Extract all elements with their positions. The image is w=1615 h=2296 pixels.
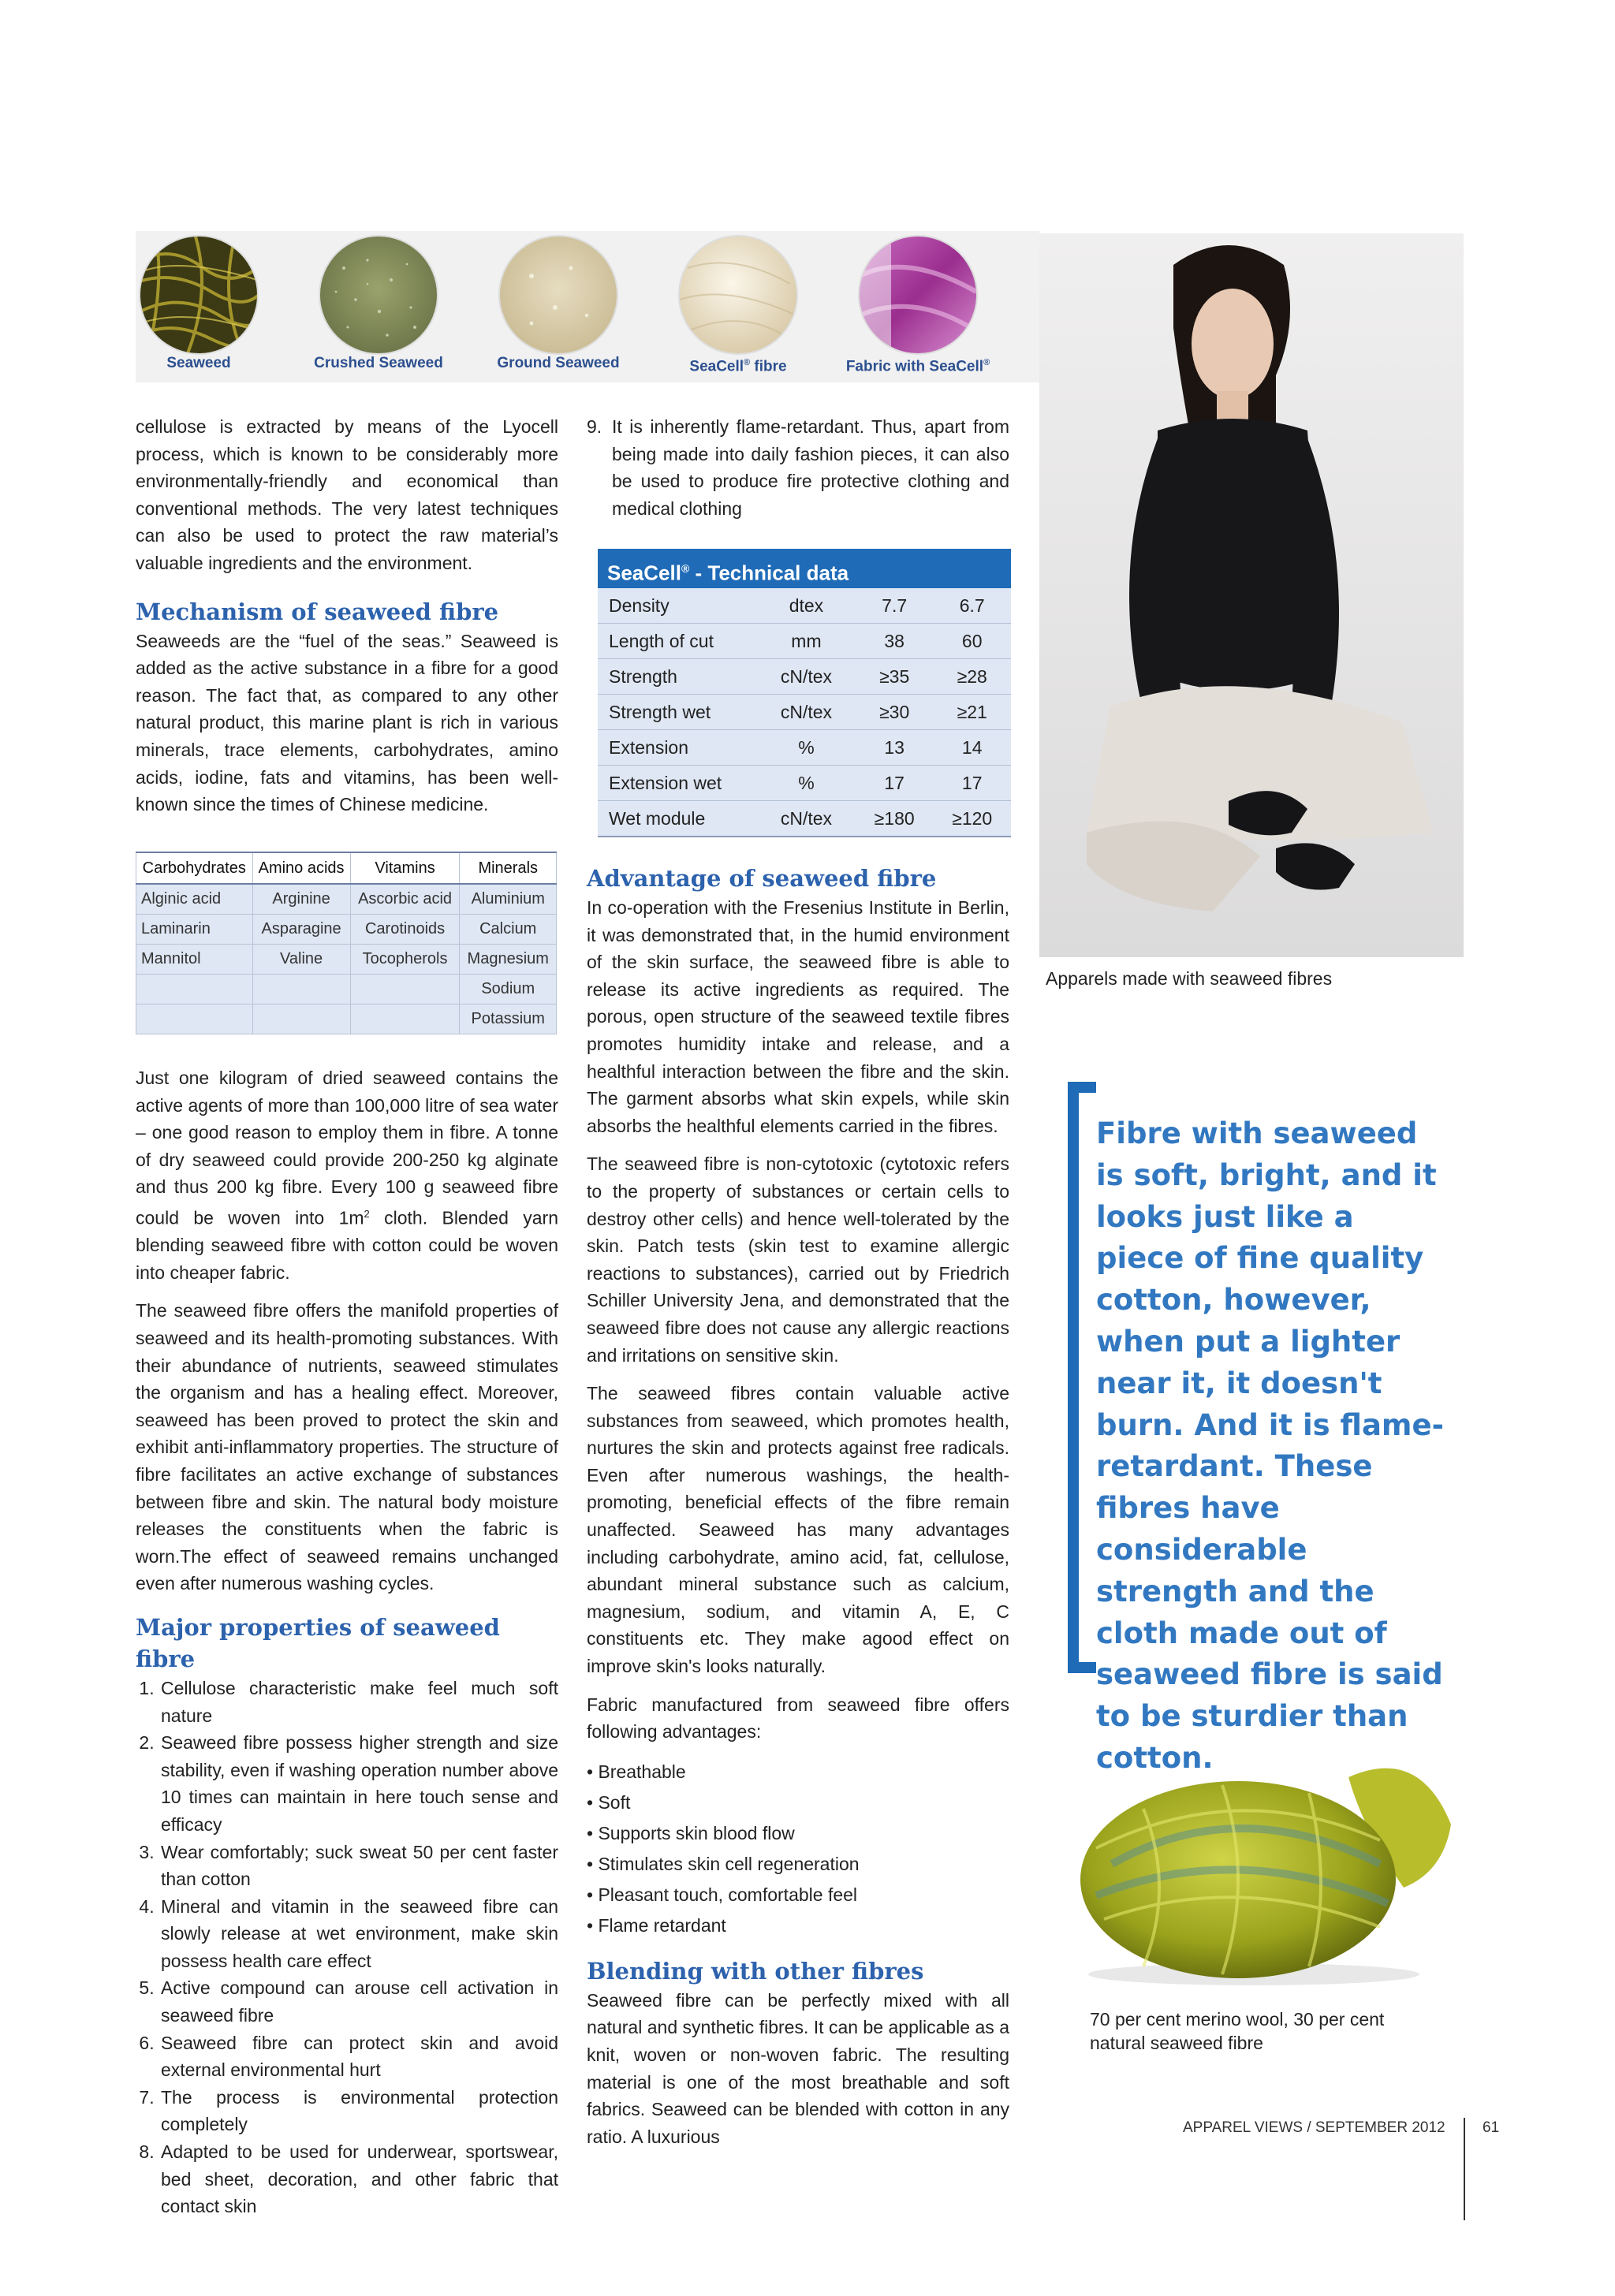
health-paragraph: The seaweed fibre offers the manifold properties of seaweed and its health-promoting substances. With their abundance of nutrients, seaweed stimulates the organism and has a healing effect. Moreover, seaweed has been proved to protect the skin and exhibit anti-inflammatory properties. The structure of fibre facilitates an active exchange of substances between fibre and skin. The natural body moisture releases the constituents when the fabric is worn.The effect of seaweed remains unchanged even after numerous washing cycles. xyxy=(136,1300,558,1594)
ground-seaweed-image xyxy=(500,237,617,353)
list-item: • Soft xyxy=(587,1787,1009,1818)
table-cell: Tocopherols xyxy=(350,945,460,975)
table-cell: Aluminium xyxy=(460,884,557,915)
advantage-heading: Advantage of seaweed fibre xyxy=(587,865,937,892)
table-cell: Magnesium xyxy=(460,945,557,975)
table-row xyxy=(136,884,557,915)
point-9: 9. It is inherently flame-retardant. Thus, apart from being made into daily fashion pieces, it can also be used to produce fire protective clothing and medical clothing xyxy=(587,416,1009,519)
properties-heading: Major properties of seaweed fibre xyxy=(136,1613,500,1672)
blending-paragraph: Seaweed fibre can be perfectly mixed with all natural and synthetic fibres. It can be applicable as a knit, woven or non-woven fabric. The resulting material is one of the most breathable and soft fabrics. Seaweed can be blended with cotton in any ratio. A luxurious xyxy=(587,1989,1009,2147)
table-cell: ≥28 xyxy=(933,659,1011,695)
table-row xyxy=(136,915,557,945)
sample-label-fabric: Fabric with SeaCell® xyxy=(845,358,990,375)
table-cell: Density xyxy=(598,588,757,624)
list-item: • Pleasant touch, comfortable feel xyxy=(587,1880,1009,1910)
table-row xyxy=(136,975,557,1004)
table-cell: ≥180 xyxy=(856,801,934,837)
table-cell: 17 xyxy=(933,766,1011,801)
column-2 xyxy=(587,863,1009,2161)
table-row xyxy=(598,766,1011,801)
table-cell: Calcium xyxy=(460,915,557,945)
list-item: 8. Adapted to be used for underwear, sportswear, bed sheet, decoration, and other fabric that contact skin xyxy=(159,2138,558,2220)
contain-paragraph: The seaweed fibres contain valuable active substances from seaweed, which promotes health, nurtures the skin and protects against free radicals. Even after numerous washings, the health-promoting, beneficial effects of the fibre remain unaffected. Seaweed has many advantages including carbohydrate, amino acid, fat, cellulose, abundant mineral substance such as calcium, magnesium, sodium, and vitamin A, E, C constituents etc. They make agood effect on improve skin's looks naturally. xyxy=(587,1383,1009,1677)
table-cell: Wet module xyxy=(598,801,757,837)
table-cell: 13 xyxy=(856,730,934,766)
table-cell: % xyxy=(757,766,856,801)
table-cell: 38 xyxy=(856,624,934,659)
table-cell: Alginic acid xyxy=(136,884,253,915)
composition-header: Carbohydrates xyxy=(136,852,253,884)
table-cell: Carotinoids xyxy=(350,915,460,945)
table-row xyxy=(598,659,1011,695)
crushed-seaweed-image xyxy=(320,237,437,353)
sample-label-seacell-fibre: SeaCell® fibre xyxy=(689,358,787,375)
composition-table xyxy=(136,852,557,1034)
table-cell: dtex xyxy=(757,588,856,624)
sample-label-ground: Ground Seaweed xyxy=(497,355,620,371)
seaweed-image xyxy=(140,237,257,353)
column-2-top xyxy=(587,413,1009,522)
table-cell: Potassium xyxy=(460,1004,557,1034)
table-cell: ≥21 xyxy=(933,695,1011,730)
page-number: 61 xyxy=(1483,2119,1500,2136)
table-cell: Strength xyxy=(598,659,757,695)
table-cell xyxy=(252,975,350,1004)
fabric-paragraph: Fabric manufactured from seaweed fibre offers following advantages: xyxy=(587,1694,1009,1742)
list-item: 1. Cellulose characteristic make feel much soft nature xyxy=(159,1675,558,1729)
composition-header: Vitamins xyxy=(350,852,460,884)
photo-caption: Apparels made with seaweed fibres xyxy=(1046,968,1333,989)
table-cell: Strength wet xyxy=(598,695,757,730)
table-cell: mm xyxy=(757,624,856,659)
mechanism-paragraph: Seaweeds are the “fuel of the seas.” Seaweed is added as the active substance in a fibre for a good reason. The fact that, as compared to any other natural product, this marine plant is rich in various minerals, trace elements, carbohydrates, amino acids, iodine, fats and vitamins, has been well-known since the times of Chinese medicine. xyxy=(136,630,558,815)
seacell-fibre-image xyxy=(680,237,796,353)
table-cell: % xyxy=(757,730,856,766)
advantage-paragraph: In co-operation with the Fresenius Institute in Berlin, it was demonstrated that, in the humid environment of the skin surface, the seaweed fibre is able to release its active ingredients as required. The porous, open structure of the seaweed textile fibres promotes humidity intake and release, and a healthful interaction between the fibre and the skin. The garment absorbs what skin expels, while skin absorbs the healthful elements carried in the fibres. xyxy=(587,897,1009,1136)
table-cell: 7.7 xyxy=(856,588,934,624)
table-row xyxy=(136,1004,557,1034)
table-cell: 14 xyxy=(933,730,1011,766)
composition-header-row xyxy=(136,852,557,884)
table-cell xyxy=(252,1004,350,1034)
table-cell xyxy=(350,975,460,1004)
table-cell: ≥35 xyxy=(856,659,934,695)
table-row xyxy=(136,945,557,975)
table-cell: Extension xyxy=(598,730,757,766)
list-item: 6. Seaweed fibre can protect skin and avoid external environmental hurt xyxy=(159,2030,558,2084)
table-cell: Mannitol xyxy=(136,945,253,975)
list-item: • Breathable xyxy=(587,1757,1009,1787)
yarn-image xyxy=(1049,1730,1475,1998)
list-item: 4. Mineral and vitamin in the seaweed fibre can slowly release at wet environment, make skin possess health care effect xyxy=(159,1893,558,1975)
table-cell: Laminarin xyxy=(136,915,253,945)
list-item: 3. Wear comfortably; suck sweat 50 per cent faster than cotton xyxy=(159,1839,558,1893)
list-item: 7. The process is environmental protection completely xyxy=(159,2084,558,2138)
technical-data-table xyxy=(598,549,1011,837)
table-cell: cN/tex xyxy=(757,695,856,730)
table-cell: 60 xyxy=(933,624,1011,659)
sample-label-seaweed: Seaweed xyxy=(166,355,231,371)
table-cell: 17 xyxy=(856,766,934,801)
list-item: 2. Seaweed fibre possess higher strength and size stability, even if washing operation number above 10 times can maintain in here touch sense and efficacy xyxy=(159,1729,558,1838)
quote-bracket xyxy=(1068,1082,1096,1673)
mechanism-heading: Mechanism of seaweed fibre xyxy=(136,598,499,625)
blending-heading: Blending with other fibres xyxy=(587,1957,924,1985)
list-item: 5. Active compound can arouse cell activation in seaweed fibre xyxy=(159,1974,558,2029)
model-photo xyxy=(1039,233,1464,957)
table-cell: ≥30 xyxy=(856,695,934,730)
table-cell: Valine xyxy=(252,945,350,975)
properties-list xyxy=(136,1675,558,2220)
table-cell xyxy=(136,975,253,1004)
table-cell: cN/tex xyxy=(757,659,856,695)
footer-divider xyxy=(1464,2118,1465,2220)
list-item: • Supports skin blood flow xyxy=(587,1818,1009,1849)
fabric-image xyxy=(860,237,976,353)
table-cell: ≥120 xyxy=(933,801,1011,837)
table-cell: 6.7 xyxy=(933,588,1011,624)
table-row xyxy=(598,730,1011,766)
composition-header: Amino acids xyxy=(252,852,350,884)
table-cell: Length of cut xyxy=(598,624,757,659)
footer-publication: APPAREL VIEWS / SEPTEMBER 2012 xyxy=(1183,2119,1445,2136)
table-row xyxy=(598,624,1011,659)
intro-paragraph: cellulose is extracted by means of the Lyocell process, which is known to be considerably more environmentally-friendly and economical than conventional methods. The very latest techniques can also be used to protect the raw material’s valuable ingredients and the environment. xyxy=(136,416,558,573)
table-row xyxy=(598,801,1011,837)
list-item: • Flame retardant xyxy=(587,1910,1009,1941)
column-1 xyxy=(136,413,558,829)
yarn-caption: 70 per cent merino wool, 30 per cent natural seaweed fibre xyxy=(1090,2009,1385,2053)
table-cell: Arginine xyxy=(252,884,350,915)
technical-data-title: SeaCell® - Technical data xyxy=(598,549,1011,588)
table-cell: Extension wet xyxy=(598,766,757,801)
sample-label-crushed: Crushed Seaweed xyxy=(314,355,443,371)
pull-quote: Fibre with seaweed is soft, bright, and it looks just like a piece of fine quality cotton, however, when put a lighter near it, it doesn't burn. And it is flame-retardant. These fibres have considerable strength and the cloth made out of seaweed fibre is said to be sturdier than cotton. xyxy=(1096,1116,1444,1775)
table-cell: cN/tex xyxy=(757,801,856,837)
table-row xyxy=(598,695,1011,730)
table-cell xyxy=(136,1004,253,1034)
cytotoxic-paragraph: The seaweed fibre is non-cytotoxic (cytotoxic refers to the property of substances or certain cells to destroy other cells) and hence well-tolerated by the skin. Patch tests (skin test to examine allergic reactions to substances), carried out by Friedrich Schiller University Jena, and demonstrated that the seaweed fibre does not cause any allergic reactions and irritations on sensitive skin. xyxy=(587,1154,1009,1366)
table-row xyxy=(598,588,1011,624)
table-cell: Asparagine xyxy=(252,915,350,945)
table-cell: Ascorbic acid xyxy=(350,884,460,915)
table-cell xyxy=(350,1004,460,1034)
list-item: • Stimulates skin cell regeneration xyxy=(587,1849,1009,1880)
column-1-lower xyxy=(136,1064,558,2220)
composition-header: Minerals xyxy=(460,852,557,884)
kilogram-paragraph: Just one kilogram of dried seaweed contains the active agents of more than 100,000 litre of sea water – one good reason to employ them in fibre. A tonne of dry seaweed could provide 200-250 kg alginate and thus 200 kg fibre. Every 100 g seaweed fibre could be woven into $1m^2$ cloth. Blended yarn blending seaweed fibre with cotton could be woven into cheaper fabric. xyxy=(136,1068,558,1283)
advantages-list xyxy=(587,1757,1009,1941)
table-cell: Sodium xyxy=(460,975,557,1004)
